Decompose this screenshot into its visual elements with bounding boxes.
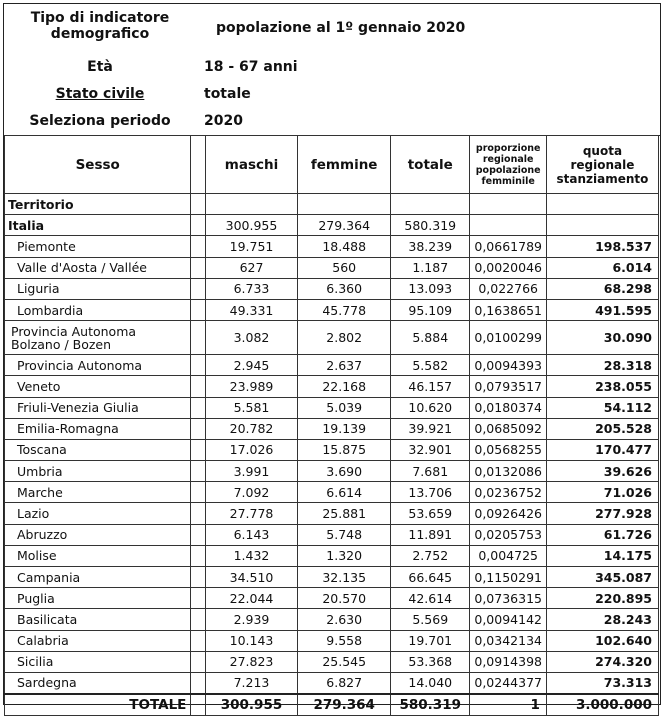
cell-name: Friuli-Venezia Giulia — [5, 397, 191, 418]
cell-total: 39.921 — [391, 418, 470, 439]
cell-prop: 0,0020046 — [470, 257, 546, 278]
table-row — [5, 482, 659, 503]
cell-name: Campania — [5, 567, 191, 588]
cell-total: 42.614 — [391, 588, 470, 609]
population-table — [4, 135, 659, 716]
cell-male: 2.939 — [205, 609, 298, 630]
col-separator — [191, 136, 205, 194]
cell-total: 10.620 — [391, 397, 470, 418]
italy-male: 300.955 — [205, 215, 298, 236]
cell-name: Emilia-Romagna — [5, 418, 191, 439]
col-proportion: proporzione regionale popolazione femminile — [470, 136, 546, 194]
age-value: 18 - 67 anni — [204, 59, 298, 75]
cell-quota: 274.320 — [546, 651, 658, 672]
cell-female: 6.614 — [298, 482, 391, 503]
cell-male: 10.143 — [205, 630, 298, 651]
cell-female: 9.558 — [298, 630, 391, 651]
cell-total: 66.645 — [391, 567, 470, 588]
table-row — [5, 545, 659, 566]
table-row — [5, 567, 659, 588]
cell-female: 22.168 — [298, 376, 391, 397]
indicator-label: Tipo di indicatore demografico — [30, 10, 170, 42]
cell-female: 25.881 — [298, 503, 391, 524]
cell-prop: 0,0736315 — [470, 588, 546, 609]
italy-total: 580.319 — [391, 215, 470, 236]
totals-row — [5, 694, 659, 716]
totals-quota: 3.000.000 — [546, 694, 658, 716]
cell-quota: 28.243 — [546, 609, 658, 630]
cell-name: Umbria — [5, 461, 191, 482]
cell-prop: 0,0180374 — [470, 397, 546, 418]
cell-total: 19.701 — [391, 630, 470, 651]
cell-male: 6.733 — [205, 278, 298, 299]
cell-female: 19.139 — [298, 418, 391, 439]
cell-male: 5.581 — [205, 397, 298, 418]
cell-quota: 39.626 — [546, 461, 658, 482]
table-row — [5, 503, 659, 524]
cell-name: Liguria — [5, 278, 191, 299]
cell-male: 3.991 — [205, 461, 298, 482]
cell-total: 1.187 — [391, 257, 470, 278]
cell-female: 2.630 — [298, 609, 391, 630]
cell-total: 38.239 — [391, 236, 470, 257]
age-label: Età — [87, 59, 113, 75]
cell-prop: 0,0094393 — [470, 355, 546, 376]
totals-female: 279.364 — [298, 694, 391, 716]
cell-prop: 0,0094142 — [470, 609, 546, 630]
table-row — [5, 236, 659, 257]
cell-total: 5.884 — [391, 321, 470, 355]
cell-total: 5.569 — [391, 609, 470, 630]
cell-name: Provincia Autonoma Bolzano / Bozen — [5, 321, 191, 355]
cell-male: 23.989 — [205, 376, 298, 397]
cell-total: 13.093 — [391, 278, 470, 299]
cell-total: 95.109 — [391, 299, 470, 320]
cell-female: 18.488 — [298, 236, 391, 257]
cell-male: 6.143 — [205, 524, 298, 545]
cell-quota: 61.726 — [546, 524, 658, 545]
cell-quota: 14.175 — [546, 545, 658, 566]
cell-name: Toscana — [5, 439, 191, 460]
cell-name: Valle d'Aosta / Vallée — [5, 257, 191, 278]
totals-total: 580.319 — [391, 694, 470, 716]
cell-name: Provincia Autonoma — [5, 355, 191, 376]
col-sex: Sesso — [5, 136, 191, 194]
cell-prop: 0,0100299 — [470, 321, 546, 355]
cell-quota: 102.640 — [546, 630, 658, 651]
cell-name: Basilicata — [5, 609, 191, 630]
cell-total: 7.681 — [391, 461, 470, 482]
cell-quota: 205.528 — [546, 418, 658, 439]
cell-prop: 0,0661789 — [470, 236, 546, 257]
cell-male: 627 — [205, 257, 298, 278]
cell-name: Piemonte — [5, 236, 191, 257]
filter-header — [4, 4, 660, 136]
cell-total: 5.582 — [391, 355, 470, 376]
cell-quota: 491.595 — [546, 299, 658, 320]
col-female: femmine — [298, 136, 391, 194]
cell-prop: 0,0236752 — [470, 482, 546, 503]
column-header-row — [5, 136, 659, 194]
table-row — [5, 299, 659, 320]
cell-male: 19.751 — [205, 236, 298, 257]
cell-prop: 0,1638651 — [470, 299, 546, 320]
cell-name: Sicilia — [5, 651, 191, 672]
italy-name: Italia — [5, 215, 191, 236]
cell-quota: 345.087 — [546, 567, 658, 588]
cell-female: 3.690 — [298, 461, 391, 482]
totals-proportion: 1 — [470, 694, 546, 716]
cell-quota: 198.537 — [546, 236, 658, 257]
territory-row — [5, 194, 659, 215]
cell-male: 2.945 — [205, 355, 298, 376]
civil-status-link[interactable]: Stato civile — [55, 86, 145, 102]
cell-name: Abruzzo — [5, 524, 191, 545]
cell-name: Lombardia — [5, 299, 191, 320]
cell-male: 7.092 — [205, 482, 298, 503]
cell-male: 22.044 — [205, 588, 298, 609]
cell-quota: 30.090 — [546, 321, 658, 355]
cell-prop: 0,0244377 — [470, 672, 546, 693]
civil-status-value: totale — [204, 86, 251, 102]
indicator-value: popolazione al 1º gennaio 2020 — [216, 20, 466, 36]
cell-male: 49.331 — [205, 299, 298, 320]
cell-female: 45.778 — [298, 299, 391, 320]
table-row — [5, 461, 659, 482]
cell-female: 6.827 — [298, 672, 391, 693]
cell-prop: 0,0342134 — [470, 630, 546, 651]
italy-row — [5, 215, 659, 236]
cell-total: 14.040 — [391, 672, 470, 693]
cell-female: 25.545 — [298, 651, 391, 672]
table-row — [5, 630, 659, 651]
cell-quota: 6.014 — [546, 257, 658, 278]
cell-female: 5.039 — [298, 397, 391, 418]
cell-name: Veneto — [5, 376, 191, 397]
col-quota: quota regionale stanziamento — [546, 136, 658, 194]
period-value: 2020 — [204, 113, 243, 129]
cell-quota: 238.055 — [546, 376, 658, 397]
cell-female: 2.637 — [298, 355, 391, 376]
cell-quota: 220.895 — [546, 588, 658, 609]
cell-male: 27.778 — [205, 503, 298, 524]
cell-name: Molise — [5, 545, 191, 566]
table-row — [5, 278, 659, 299]
cell-female: 15.875 — [298, 439, 391, 460]
italy-female: 279.364 — [298, 215, 391, 236]
table-row — [5, 355, 659, 376]
cell-name: Lazio — [5, 503, 191, 524]
cell-quota: 73.313 — [546, 672, 658, 693]
cell-prop: 0,022766 — [470, 278, 546, 299]
period-label: Seleziona periodo — [29, 113, 171, 129]
cell-quota: 68.298 — [546, 278, 658, 299]
cell-male: 20.782 — [205, 418, 298, 439]
cell-total: 13.706 — [391, 482, 470, 503]
cell-prop: 0,0685092 — [470, 418, 546, 439]
table-row — [5, 257, 659, 278]
cell-total: 46.157 — [391, 376, 470, 397]
territory-label: Territorio — [5, 194, 191, 215]
table-row — [5, 609, 659, 630]
cell-prop: 0,0793517 — [470, 376, 546, 397]
cell-female: 2.802 — [298, 321, 391, 355]
col-male: maschi — [205, 136, 298, 194]
cell-total: 11.891 — [391, 524, 470, 545]
col-total: totale — [391, 136, 470, 194]
cell-total: 53.368 — [391, 651, 470, 672]
cell-prop: 0,0205753 — [470, 524, 546, 545]
table-row — [5, 672, 659, 693]
cell-male: 17.026 — [205, 439, 298, 460]
cell-female: 5.748 — [298, 524, 391, 545]
cell-prop: 0,1150291 — [470, 567, 546, 588]
cell-quota: 54.112 — [546, 397, 658, 418]
totals-male: 300.955 — [205, 694, 298, 716]
cell-female: 560 — [298, 257, 391, 278]
cell-male: 3.082 — [205, 321, 298, 355]
cell-name: Marche — [5, 482, 191, 503]
table-row — [5, 439, 659, 460]
cell-prop: 0,0926426 — [470, 503, 546, 524]
table-row — [5, 376, 659, 397]
cell-quota: 71.026 — [546, 482, 658, 503]
cell-quota: 170.477 — [546, 439, 658, 460]
civil-status-label[interactable] — [4, 86, 196, 102]
cell-female: 6.360 — [298, 278, 391, 299]
totals-label: TOTALE — [5, 694, 191, 716]
cell-female: 20.570 — [298, 588, 391, 609]
cell-prop: 0,004725 — [470, 545, 546, 566]
table-row — [5, 524, 659, 545]
cell-prop: 0,0914398 — [470, 651, 546, 672]
cell-male: 34.510 — [205, 567, 298, 588]
table-row — [5, 588, 659, 609]
cell-name: Sardegna — [5, 672, 191, 693]
cell-quota: 28.318 — [546, 355, 658, 376]
cell-total: 53.659 — [391, 503, 470, 524]
cell-total: 32.901 — [391, 439, 470, 460]
cell-male: 27.823 — [205, 651, 298, 672]
table-row — [5, 397, 659, 418]
cell-female: 32.135 — [298, 567, 391, 588]
table-row — [5, 321, 659, 355]
table-row — [5, 651, 659, 672]
cell-prop: 0,0568255 — [470, 439, 546, 460]
cell-prop: 0,0132086 — [470, 461, 546, 482]
cell-quota: 277.928 — [546, 503, 658, 524]
cell-name: Calabria — [5, 630, 191, 651]
cell-total: 2.752 — [391, 545, 470, 566]
cell-male: 1.432 — [205, 545, 298, 566]
cell-female: 1.320 — [298, 545, 391, 566]
data-sheet — [3, 3, 661, 713]
cell-male: 7.213 — [205, 672, 298, 693]
cell-name: Puglia — [5, 588, 191, 609]
table-row — [5, 418, 659, 439]
